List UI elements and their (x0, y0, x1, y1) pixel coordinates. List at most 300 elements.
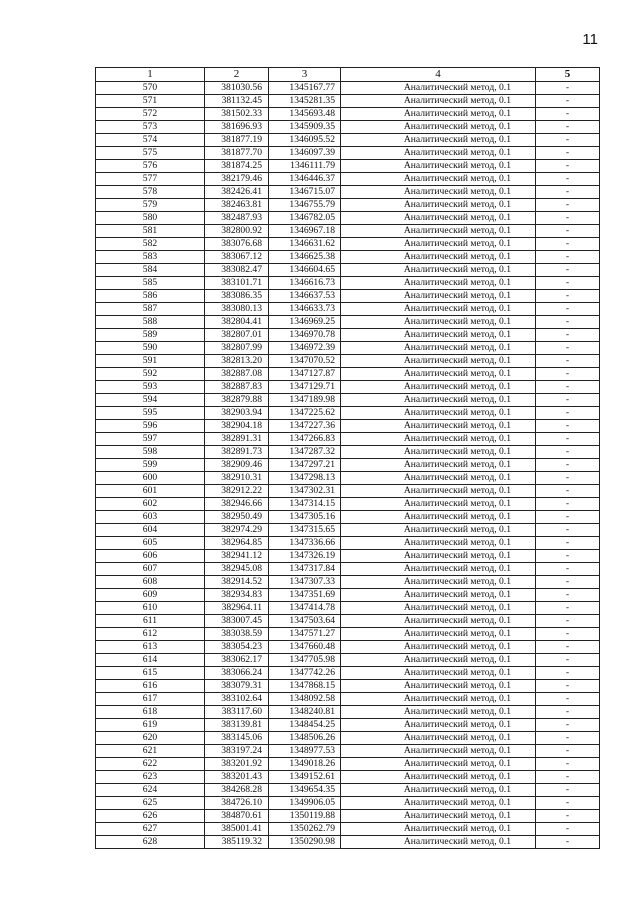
table-row (96, 472, 600, 485)
x-coordinate-cell: 384870.61 (205, 810, 269, 823)
y-coordinate-cell: 1346111.79 (269, 160, 341, 173)
point-number-cell: 586 (96, 290, 205, 303)
point-number-cell: 591 (96, 355, 205, 368)
x-coordinate-cell: 383080.13 (205, 303, 269, 316)
table-row (96, 147, 600, 160)
note-cell: - (536, 121, 600, 134)
x-coordinate-cell: 382910.31 (205, 472, 269, 485)
note-cell: - (536, 693, 600, 706)
point-number-cell: 627 (96, 823, 205, 836)
method-cell: Аналитический метод, 0.1 (341, 550, 536, 563)
y-coordinate-cell: 1346446.37 (269, 173, 341, 186)
y-coordinate-cell: 1347868.15 (269, 680, 341, 693)
table-row (96, 628, 600, 641)
note-cell: - (536, 589, 600, 602)
table-row (96, 680, 600, 693)
table-row (96, 212, 600, 225)
y-coordinate-cell: 1347266.83 (269, 433, 341, 446)
method-cell: Аналитический метод, 0.1 (341, 368, 536, 381)
method-cell: Аналитический метод, 0.1 (341, 459, 536, 472)
note-cell: - (536, 433, 600, 446)
method-cell: Аналитический метод, 0.1 (341, 186, 536, 199)
y-coordinate-cell: 1347336.66 (269, 537, 341, 550)
point-number-cell: 615 (96, 667, 205, 680)
x-coordinate-cell: 385119.32 (205, 836, 269, 849)
x-coordinate-cell: 383082.47 (205, 264, 269, 277)
y-coordinate-cell: 1347314.15 (269, 498, 341, 511)
note-cell: - (536, 459, 600, 472)
x-coordinate-cell: 382879.88 (205, 394, 269, 407)
x-coordinate-cell: 381696.93 (205, 121, 269, 134)
method-cell: Аналитический метод, 0.1 (341, 420, 536, 433)
table-row (96, 407, 600, 420)
x-coordinate-cell: 382463.81 (205, 199, 269, 212)
note-cell: - (536, 394, 600, 407)
point-number-cell: 585 (96, 277, 205, 290)
column-header-3: 3 (269, 68, 341, 82)
table-row (96, 654, 600, 667)
y-coordinate-cell: 1349152.61 (269, 771, 341, 784)
method-cell: Аналитический метод, 0.1 (341, 654, 536, 667)
x-coordinate-cell: 383117.60 (205, 706, 269, 719)
table-row (96, 615, 600, 628)
point-number-cell: 590 (96, 342, 205, 355)
point-number-cell: 573 (96, 121, 205, 134)
y-coordinate-cell: 1346616.73 (269, 277, 341, 290)
note-cell: - (536, 186, 600, 199)
note-cell: - (536, 381, 600, 394)
x-coordinate-cell: 382179.46 (205, 173, 269, 186)
table-row (96, 823, 600, 836)
y-coordinate-cell: 1345909.35 (269, 121, 341, 134)
table-row (96, 238, 600, 251)
table-row (96, 264, 600, 277)
column-header-1: 1 (96, 68, 205, 82)
point-number-cell: 574 (96, 134, 205, 147)
table-row (96, 342, 600, 355)
method-cell: Аналитический метод, 0.1 (341, 602, 536, 615)
note-cell: - (536, 264, 600, 277)
table-row (96, 329, 600, 342)
y-coordinate-cell: 1347070.52 (269, 355, 341, 368)
point-number-cell: 619 (96, 719, 205, 732)
table-header-row (96, 68, 600, 82)
y-coordinate-cell: 1346095.52 (269, 134, 341, 147)
column-header-2: 2 (205, 68, 269, 82)
method-cell: Аналитический метод, 0.1 (341, 615, 536, 628)
y-coordinate-cell: 1346637.53 (269, 290, 341, 303)
method-cell: Аналитический метод, 0.1 (341, 277, 536, 290)
table-row (96, 160, 600, 173)
note-cell: - (536, 342, 600, 355)
table-row (96, 316, 600, 329)
table-row (96, 589, 600, 602)
table-row (96, 381, 600, 394)
table-body (96, 82, 600, 849)
table-row (96, 433, 600, 446)
point-number-cell: 624 (96, 784, 205, 797)
method-cell: Аналитический метод, 0.1 (341, 173, 536, 186)
table-row (96, 602, 600, 615)
note-cell: - (536, 329, 600, 342)
point-number-cell: 628 (96, 836, 205, 849)
x-coordinate-cell: 384726.10 (205, 797, 269, 810)
point-number-cell: 595 (96, 407, 205, 420)
table-row (96, 836, 600, 849)
method-cell: Аналитический метод, 0.1 (341, 199, 536, 212)
x-coordinate-cell: 383101.71 (205, 277, 269, 290)
y-coordinate-cell: 1348977.53 (269, 745, 341, 758)
point-number-cell: 577 (96, 173, 205, 186)
note-cell: - (536, 446, 600, 459)
note-cell: - (536, 745, 600, 758)
note-cell: - (536, 771, 600, 784)
point-number-cell: 608 (96, 576, 205, 589)
note-cell: - (536, 667, 600, 680)
y-coordinate-cell: 1347305.16 (269, 511, 341, 524)
method-cell: Аналитический метод, 0.1 (341, 407, 536, 420)
point-number-cell: 572 (96, 108, 205, 121)
point-number-cell: 576 (96, 160, 205, 173)
note-cell: - (536, 238, 600, 251)
table-row (96, 719, 600, 732)
point-number-cell: 594 (96, 394, 205, 407)
x-coordinate-cell: 381502.33 (205, 108, 269, 121)
point-number-cell: 612 (96, 628, 205, 641)
x-coordinate-cell: 383038.59 (205, 628, 269, 641)
method-cell: Аналитический метод, 0.1 (341, 810, 536, 823)
y-coordinate-cell: 1346782.05 (269, 212, 341, 225)
y-coordinate-cell: 1346625.38 (269, 251, 341, 264)
x-coordinate-cell: 382914.52 (205, 576, 269, 589)
note-cell: - (536, 290, 600, 303)
table-row (96, 108, 600, 121)
x-coordinate-cell: 382903.94 (205, 407, 269, 420)
method-cell: Аналитический метод, 0.1 (341, 758, 536, 771)
x-coordinate-cell: 382946.66 (205, 498, 269, 511)
column-header-4: 4 (341, 68, 536, 82)
table-row (96, 810, 600, 823)
table-row (96, 134, 600, 147)
table-row (96, 225, 600, 238)
note-cell: - (536, 810, 600, 823)
x-coordinate-cell: 381877.70 (205, 147, 269, 160)
note-cell: - (536, 173, 600, 186)
point-number-cell: 582 (96, 238, 205, 251)
method-cell: Аналитический метод, 0.1 (341, 680, 536, 693)
method-cell: Аналитический метод, 0.1 (341, 576, 536, 589)
method-cell: Аналитический метод, 0.1 (341, 108, 536, 121)
method-cell: Аналитический метод, 0.1 (341, 537, 536, 550)
point-number-cell: 613 (96, 641, 205, 654)
y-coordinate-cell: 1347297.21 (269, 459, 341, 472)
table-row (96, 485, 600, 498)
x-coordinate-cell: 382891.73 (205, 446, 269, 459)
point-number-cell: 618 (96, 706, 205, 719)
table-row (96, 511, 600, 524)
method-cell: Аналитический метод, 0.1 (341, 693, 536, 706)
y-coordinate-cell: 1349654.35 (269, 784, 341, 797)
method-cell: Аналитический метод, 0.1 (341, 147, 536, 160)
method-cell: Аналитический метод, 0.1 (341, 485, 536, 498)
note-cell: - (536, 537, 600, 550)
x-coordinate-cell: 383066.24 (205, 667, 269, 680)
x-coordinate-cell: 383197.24 (205, 745, 269, 758)
note-cell: - (536, 316, 600, 329)
note-cell: - (536, 524, 600, 537)
y-coordinate-cell: 1349018.26 (269, 758, 341, 771)
method-cell: Аналитический метод, 0.1 (341, 329, 536, 342)
y-coordinate-cell: 1346755.79 (269, 199, 341, 212)
note-cell: - (536, 108, 600, 121)
x-coordinate-cell: 382945.08 (205, 563, 269, 576)
note-cell: - (536, 654, 600, 667)
y-coordinate-cell: 1347315.65 (269, 524, 341, 537)
x-coordinate-cell: 384268.28 (205, 784, 269, 797)
point-number-cell: 614 (96, 654, 205, 667)
method-cell: Аналитический метод, 0.1 (341, 498, 536, 511)
x-coordinate-cell: 382934.83 (205, 589, 269, 602)
y-coordinate-cell: 1346970.78 (269, 329, 341, 342)
y-coordinate-cell: 1347317.84 (269, 563, 341, 576)
point-number-cell: 620 (96, 732, 205, 745)
y-coordinate-cell: 1349906.05 (269, 797, 341, 810)
point-number-cell: 578 (96, 186, 205, 199)
table-row (96, 732, 600, 745)
y-coordinate-cell: 1347298.13 (269, 472, 341, 485)
method-cell: Аналитический метод, 0.1 (341, 121, 536, 134)
point-number-cell: 611 (96, 615, 205, 628)
note-cell: - (536, 485, 600, 498)
method-cell: Аналитический метод, 0.1 (341, 134, 536, 147)
table-row (96, 420, 600, 433)
note-cell: - (536, 225, 600, 238)
table-row (96, 550, 600, 563)
note-cell: - (536, 732, 600, 745)
x-coordinate-cell: 383076.68 (205, 238, 269, 251)
point-number-cell: 622 (96, 758, 205, 771)
table-row (96, 524, 600, 537)
x-coordinate-cell: 383079.31 (205, 680, 269, 693)
y-coordinate-cell: 1346604.65 (269, 264, 341, 277)
table-row (96, 745, 600, 758)
point-number-cell: 596 (96, 420, 205, 433)
point-number-cell: 570 (96, 82, 205, 95)
note-cell: - (536, 615, 600, 628)
note-cell: - (536, 823, 600, 836)
method-cell: Аналитический метод, 0.1 (341, 82, 536, 95)
point-number-cell: 593 (96, 381, 205, 394)
point-number-cell: 599 (96, 459, 205, 472)
point-number-cell: 571 (96, 95, 205, 108)
table-row (96, 290, 600, 303)
method-cell: Аналитический метод, 0.1 (341, 355, 536, 368)
table-row (96, 394, 600, 407)
x-coordinate-cell: 383201.43 (205, 771, 269, 784)
method-cell: Аналитический метод, 0.1 (341, 628, 536, 641)
note-cell: - (536, 212, 600, 225)
y-coordinate-cell: 1347227.36 (269, 420, 341, 433)
x-coordinate-cell: 383139.81 (205, 719, 269, 732)
y-coordinate-cell: 1348240.81 (269, 706, 341, 719)
y-coordinate-cell: 1350119.88 (269, 810, 341, 823)
method-cell: Аналитический метод, 0.1 (341, 212, 536, 225)
table-row (96, 537, 600, 550)
table-row (96, 303, 600, 316)
note-cell: - (536, 784, 600, 797)
note-cell: - (536, 628, 600, 641)
x-coordinate-cell: 382891.31 (205, 433, 269, 446)
point-number-cell: 575 (96, 147, 205, 160)
note-cell: - (536, 368, 600, 381)
point-number-cell: 581 (96, 225, 205, 238)
method-cell: Аналитический метод, 0.1 (341, 225, 536, 238)
y-coordinate-cell: 1347189.98 (269, 394, 341, 407)
table-row (96, 667, 600, 680)
y-coordinate-cell: 1347660.48 (269, 641, 341, 654)
y-coordinate-cell: 1346097.39 (269, 147, 341, 160)
point-number-cell: 617 (96, 693, 205, 706)
x-coordinate-cell: 382950.49 (205, 511, 269, 524)
point-number-cell: 604 (96, 524, 205, 537)
note-cell: - (536, 407, 600, 420)
note-cell: - (536, 576, 600, 589)
note-cell: - (536, 641, 600, 654)
table-row (96, 563, 600, 576)
point-number-cell: 580 (96, 212, 205, 225)
table-row (96, 355, 600, 368)
x-coordinate-cell: 383145.06 (205, 732, 269, 745)
table-row (96, 95, 600, 108)
note-cell: - (536, 420, 600, 433)
table-row (96, 706, 600, 719)
note-cell: - (536, 680, 600, 693)
note-cell: - (536, 719, 600, 732)
method-cell: Аналитический метод, 0.1 (341, 771, 536, 784)
column-header-5: 5 (536, 68, 600, 82)
y-coordinate-cell: 1347351.69 (269, 589, 341, 602)
method-cell: Аналитический метод, 0.1 (341, 342, 536, 355)
point-number-cell: 606 (96, 550, 205, 563)
method-cell: Аналитический метод, 0.1 (341, 446, 536, 459)
point-number-cell: 602 (96, 498, 205, 511)
note-cell: - (536, 550, 600, 563)
method-cell: Аналитический метод, 0.1 (341, 433, 536, 446)
y-coordinate-cell: 1347742.26 (269, 667, 341, 680)
note-cell: - (536, 303, 600, 316)
point-number-cell: 589 (96, 329, 205, 342)
point-number-cell: 616 (96, 680, 205, 693)
x-coordinate-cell: 382912.22 (205, 485, 269, 498)
x-coordinate-cell: 385001.41 (205, 823, 269, 836)
point-number-cell: 598 (96, 446, 205, 459)
y-coordinate-cell: 1347503.64 (269, 615, 341, 628)
x-coordinate-cell: 383054.23 (205, 641, 269, 654)
note-cell: - (536, 355, 600, 368)
point-number-cell: 605 (96, 537, 205, 550)
note-cell: - (536, 511, 600, 524)
y-coordinate-cell: 1346969.25 (269, 316, 341, 329)
method-cell: Аналитический метод, 0.1 (341, 238, 536, 251)
y-coordinate-cell: 1348506.26 (269, 732, 341, 745)
note-cell: - (536, 472, 600, 485)
x-coordinate-cell: 383201.92 (205, 758, 269, 771)
table-row (96, 368, 600, 381)
x-coordinate-cell: 382904.18 (205, 420, 269, 433)
method-cell: Аналитический метод, 0.1 (341, 264, 536, 277)
method-cell: Аналитический метод, 0.1 (341, 706, 536, 719)
point-number-cell: 626 (96, 810, 205, 823)
note-cell: - (536, 706, 600, 719)
y-coordinate-cell: 1345167.77 (269, 82, 341, 95)
point-number-cell: 587 (96, 303, 205, 316)
point-number-cell: 601 (96, 485, 205, 498)
y-coordinate-cell: 1347571.27 (269, 628, 341, 641)
note-cell: - (536, 199, 600, 212)
x-coordinate-cell: 382909.46 (205, 459, 269, 472)
point-number-cell: 600 (96, 472, 205, 485)
y-coordinate-cell: 1347287.32 (269, 446, 341, 459)
note-cell: - (536, 797, 600, 810)
note-cell: - (536, 602, 600, 615)
x-coordinate-cell: 383067.12 (205, 251, 269, 264)
method-cell: Аналитический метод, 0.1 (341, 563, 536, 576)
method-cell: Аналитический метод, 0.1 (341, 836, 536, 849)
x-coordinate-cell: 382964.11 (205, 602, 269, 615)
y-coordinate-cell: 1346631.62 (269, 238, 341, 251)
x-coordinate-cell: 382487.93 (205, 212, 269, 225)
y-coordinate-cell: 1347129.71 (269, 381, 341, 394)
note-cell: - (536, 147, 600, 160)
x-coordinate-cell: 382807.99 (205, 342, 269, 355)
method-cell: Аналитический метод, 0.1 (341, 589, 536, 602)
point-number-cell: 597 (96, 433, 205, 446)
y-coordinate-cell: 1346972.39 (269, 342, 341, 355)
y-coordinate-cell: 1347127.87 (269, 368, 341, 381)
y-coordinate-cell: 1346633.73 (269, 303, 341, 316)
y-coordinate-cell: 1347225.62 (269, 407, 341, 420)
table-row (96, 186, 600, 199)
y-coordinate-cell: 1347307.33 (269, 576, 341, 589)
point-number-cell: 579 (96, 199, 205, 212)
table-row (96, 693, 600, 706)
x-coordinate-cell: 382807.01 (205, 329, 269, 342)
x-coordinate-cell: 382800.92 (205, 225, 269, 238)
note-cell: - (536, 563, 600, 576)
x-coordinate-cell: 383007.45 (205, 615, 269, 628)
note-cell: - (536, 82, 600, 95)
note-cell: - (536, 95, 600, 108)
table-row (96, 784, 600, 797)
x-coordinate-cell: 381030.56 (205, 82, 269, 95)
point-number-cell: 607 (96, 563, 205, 576)
y-coordinate-cell: 1347326.19 (269, 550, 341, 563)
x-coordinate-cell: 383086.35 (205, 290, 269, 303)
y-coordinate-cell: 1347414.78 (269, 602, 341, 615)
y-coordinate-cell: 1346967.18 (269, 225, 341, 238)
page-number: 11 (582, 31, 598, 48)
coordinates-table (95, 67, 600, 849)
point-number-cell: 621 (96, 745, 205, 758)
table-row (96, 251, 600, 264)
table-row (96, 797, 600, 810)
x-coordinate-cell: 382887.83 (205, 381, 269, 394)
method-cell: Аналитический метод, 0.1 (341, 745, 536, 758)
note-cell: - (536, 758, 600, 771)
x-coordinate-cell: 381877.19 (205, 134, 269, 147)
table-row (96, 446, 600, 459)
x-coordinate-cell: 382426.41 (205, 186, 269, 199)
